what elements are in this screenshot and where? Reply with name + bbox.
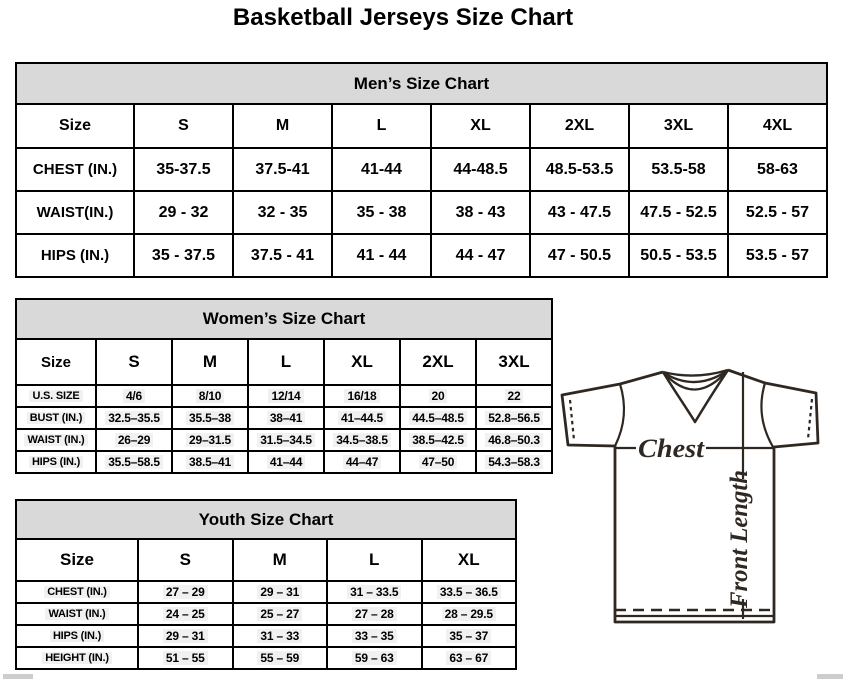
table-row — [16, 581, 516, 603]
cell-value: 38.5–42.5 — [409, 433, 467, 447]
cell-value: 53.5-58 — [651, 160, 706, 178]
womens-size-chart-table — [15, 298, 553, 474]
row-label-cell — [16, 191, 134, 234]
row-label-cell — [16, 407, 96, 429]
column-header: 2XL — [530, 104, 629, 148]
scrollbar-fragment-left — [3, 674, 33, 679]
value-cell — [327, 603, 422, 625]
mens-size-chart-table — [15, 62, 828, 278]
row-label: CHEST (IN.) — [32, 161, 118, 178]
table-row — [16, 451, 552, 473]
row-label: WAIST(IN.) — [36, 204, 114, 221]
row-label: HIPS (IN.) — [29, 456, 83, 468]
value-cell — [233, 234, 332, 277]
column-header: S — [96, 339, 172, 385]
cell-value: 27 – 28 — [352, 607, 397, 621]
row-label: U.S. SIZE — [29, 390, 82, 402]
value-cell — [530, 148, 629, 191]
cell-value: 35.5–38 — [186, 411, 234, 425]
cell-value: 24 – 25 — [163, 607, 208, 621]
table-title-row — [16, 299, 552, 339]
value-cell — [728, 234, 827, 277]
value-cell — [96, 451, 172, 473]
cell-value: 27 – 29 — [163, 585, 208, 599]
cell-value: 32.5–35.5 — [105, 411, 163, 425]
table-title: Men’s Size Chart — [16, 63, 827, 104]
cell-value: 32 - 35 — [257, 203, 308, 221]
page-title: Basketball Jerseys Size Chart — [232, 4, 574, 31]
cell-value: 51 – 55 — [163, 651, 208, 665]
column-header: M — [233, 104, 332, 148]
table-title: Women’s Size Chart — [16, 299, 552, 339]
row-label-cell — [16, 385, 96, 407]
row-label-cell — [16, 429, 96, 451]
value-cell — [476, 407, 552, 429]
value-cell — [138, 625, 233, 647]
value-cell — [400, 429, 476, 451]
value-cell — [422, 581, 517, 603]
cell-value: 44-48.5 — [453, 160, 508, 178]
value-cell — [134, 148, 233, 191]
value-cell — [400, 385, 476, 407]
cell-value: 47 - 50.5 — [547, 246, 612, 264]
value-cell — [248, 385, 324, 407]
value-cell — [400, 451, 476, 473]
column-header: XL — [324, 339, 400, 385]
table-title-row — [16, 500, 516, 539]
cell-value: 47–50 — [419, 455, 457, 469]
column-header: M — [233, 539, 328, 581]
cell-value: 37.5-41 — [255, 160, 310, 178]
column-header: L — [327, 539, 422, 581]
row-label: HIPS (IN.) — [50, 630, 104, 642]
column-header: S — [138, 539, 233, 581]
value-cell — [233, 191, 332, 234]
value-cell — [233, 581, 328, 603]
value-cell — [327, 647, 422, 669]
cell-value: 35-37.5 — [156, 160, 211, 178]
row-label-header: Size — [16, 104, 134, 148]
value-cell — [327, 625, 422, 647]
cell-value: 47.5 - 52.5 — [640, 203, 717, 221]
cell-value: 35 - 38 — [356, 203, 407, 221]
cell-value: 29 - 32 — [158, 203, 209, 221]
value-cell — [96, 429, 172, 451]
cell-value: 41-44 — [361, 160, 402, 178]
cell-value: 20 — [429, 389, 448, 403]
cell-value: 58-63 — [757, 160, 798, 178]
cell-value: 38–41 — [267, 411, 305, 425]
cell-value: 37.5 - 41 — [250, 246, 315, 264]
cell-value: 52.5 - 57 — [745, 203, 810, 221]
armhole-seam-right — [761, 383, 773, 447]
column-header: XL — [422, 539, 517, 581]
table-title-row — [16, 63, 827, 104]
row-label-cell — [16, 148, 134, 191]
value-cell — [332, 191, 431, 234]
value-cell — [233, 148, 332, 191]
value-cell — [324, 407, 400, 429]
value-cell — [233, 603, 328, 625]
cell-value: 31.5–34.5 — [257, 433, 315, 447]
cell-value: 52.8–56.5 — [485, 411, 543, 425]
row-label-cell — [16, 451, 96, 473]
cell-value: 41–44 — [267, 455, 305, 469]
value-cell — [134, 191, 233, 234]
column-header-row — [16, 104, 827, 148]
table-row — [16, 429, 552, 451]
cell-value: 28 – 29.5 — [442, 607, 496, 621]
cell-value: 44 - 47 — [455, 246, 506, 264]
table-row — [16, 148, 827, 191]
row-label-header: Size — [16, 339, 96, 385]
cell-value: 35 - 37.5 — [151, 246, 216, 264]
value-cell — [422, 647, 517, 669]
cell-value: 48.5-53.5 — [545, 160, 614, 178]
cell-value: 12/14 — [268, 389, 303, 403]
value-cell — [324, 451, 400, 473]
value-cell — [134, 234, 233, 277]
chest-label: Chest — [638, 434, 705, 463]
cell-value: 8/10 — [196, 389, 225, 403]
cell-value: 31 – 33.5 — [347, 585, 401, 599]
value-cell — [138, 647, 233, 669]
jersey-measurement-diagram — [556, 362, 841, 674]
row-label: BUST (IN.) — [27, 412, 85, 424]
cell-value: 55 – 59 — [257, 651, 302, 665]
row-label-cell — [16, 581, 138, 603]
cell-value: 16/18 — [344, 389, 379, 403]
front-length-label: Front Length — [726, 468, 753, 608]
value-cell — [138, 603, 233, 625]
value-cell — [728, 191, 827, 234]
row-label: WAIST (IN.) — [24, 434, 87, 446]
cell-value: 35 – 37 — [446, 629, 491, 643]
cell-value: 35.5–58.5 — [105, 455, 163, 469]
row-label-cell — [16, 625, 138, 647]
value-cell — [233, 625, 328, 647]
table-row — [16, 234, 827, 277]
cell-value: 54.3–58.3 — [485, 455, 543, 469]
value-cell — [172, 429, 248, 451]
value-cell — [530, 191, 629, 234]
cell-value: 41 - 44 — [356, 246, 407, 264]
column-header-row — [16, 539, 516, 581]
value-cell — [422, 625, 517, 647]
value-cell — [138, 581, 233, 603]
armhole-seam-left — [615, 384, 624, 446]
value-cell — [476, 385, 552, 407]
value-cell — [476, 429, 552, 451]
column-header: M — [172, 339, 248, 385]
column-header: L — [332, 104, 431, 148]
cuff-stitch-left — [570, 400, 574, 440]
youth-size-chart-table — [15, 499, 517, 670]
cuff-stitch-right — [808, 399, 812, 439]
table-row — [16, 647, 516, 669]
value-cell — [248, 429, 324, 451]
value-cell — [324, 385, 400, 407]
cell-value: 41–44.5 — [338, 411, 386, 425]
value-cell — [629, 234, 728, 277]
table-row — [16, 603, 516, 625]
cell-value: 22 — [505, 389, 524, 403]
table-row — [16, 625, 516, 647]
value-cell — [400, 407, 476, 429]
value-cell — [248, 407, 324, 429]
cell-value: 53.5 - 57 — [745, 246, 810, 264]
cell-value: 33 – 35 — [352, 629, 397, 643]
row-label: HIPS (IN.) — [40, 247, 110, 264]
cell-value: 34.5–38.5 — [333, 433, 391, 447]
value-cell — [332, 234, 431, 277]
cell-value: 59 – 63 — [352, 651, 397, 665]
cell-value: 63 – 67 — [446, 651, 491, 665]
column-header: 3XL — [476, 339, 552, 385]
value-cell — [422, 603, 517, 625]
value-cell — [332, 148, 431, 191]
value-cell — [324, 429, 400, 451]
table-row — [16, 407, 552, 429]
cell-value: 31 – 33 — [257, 629, 302, 643]
cell-value: 33.5 – 36.5 — [437, 585, 501, 599]
row-label-cell — [16, 647, 138, 669]
cell-value: 29–31.5 — [186, 433, 234, 447]
table-title: Youth Size Chart — [16, 500, 516, 539]
column-header: 2XL — [400, 339, 476, 385]
scrollbar-fragment-right — [817, 674, 843, 679]
cell-value: 29 – 31 — [257, 585, 302, 599]
row-label: HEIGHT (IN.) — [42, 652, 112, 664]
column-header: L — [248, 339, 324, 385]
cell-value: 4/6 — [123, 389, 145, 403]
row-label-header: Size — [16, 539, 138, 581]
value-cell — [431, 191, 530, 234]
cell-value: 25 – 27 — [257, 607, 302, 621]
value-cell — [327, 581, 422, 603]
value-cell — [172, 451, 248, 473]
table-row — [16, 191, 827, 234]
table-row — [16, 385, 552, 407]
column-header: S — [134, 104, 233, 148]
cell-value: 50.5 - 53.5 — [640, 246, 717, 264]
column-header-row — [16, 339, 552, 385]
column-header: 3XL — [629, 104, 728, 148]
jersey-outline — [562, 370, 818, 622]
cell-value: 26–29 — [115, 433, 153, 447]
value-cell — [431, 234, 530, 277]
value-cell — [248, 451, 324, 473]
cell-value: 38.5–41 — [186, 455, 234, 469]
cell-value: 29 – 31 — [163, 629, 208, 643]
value-cell — [96, 407, 172, 429]
value-cell — [629, 191, 728, 234]
value-cell — [476, 451, 552, 473]
value-cell — [96, 385, 172, 407]
cell-value: 43 - 47.5 — [547, 203, 612, 221]
cell-value: 46.8–50.3 — [485, 433, 543, 447]
value-cell — [233, 647, 328, 669]
value-cell — [431, 148, 530, 191]
row-label: CHEST (IN.) — [44, 586, 110, 598]
row-label: WAIST (IN.) — [45, 608, 108, 620]
column-header: 4XL — [728, 104, 827, 148]
row-label-cell — [16, 234, 134, 277]
value-cell — [728, 148, 827, 191]
cell-value: 38 - 43 — [455, 203, 506, 221]
cell-value: 44.5–48.5 — [409, 411, 467, 425]
value-cell — [629, 148, 728, 191]
value-cell — [172, 385, 248, 407]
value-cell — [172, 407, 248, 429]
cell-value: 44–47 — [343, 455, 381, 469]
column-header: XL — [431, 104, 530, 148]
row-label-cell — [16, 603, 138, 625]
value-cell — [530, 234, 629, 277]
